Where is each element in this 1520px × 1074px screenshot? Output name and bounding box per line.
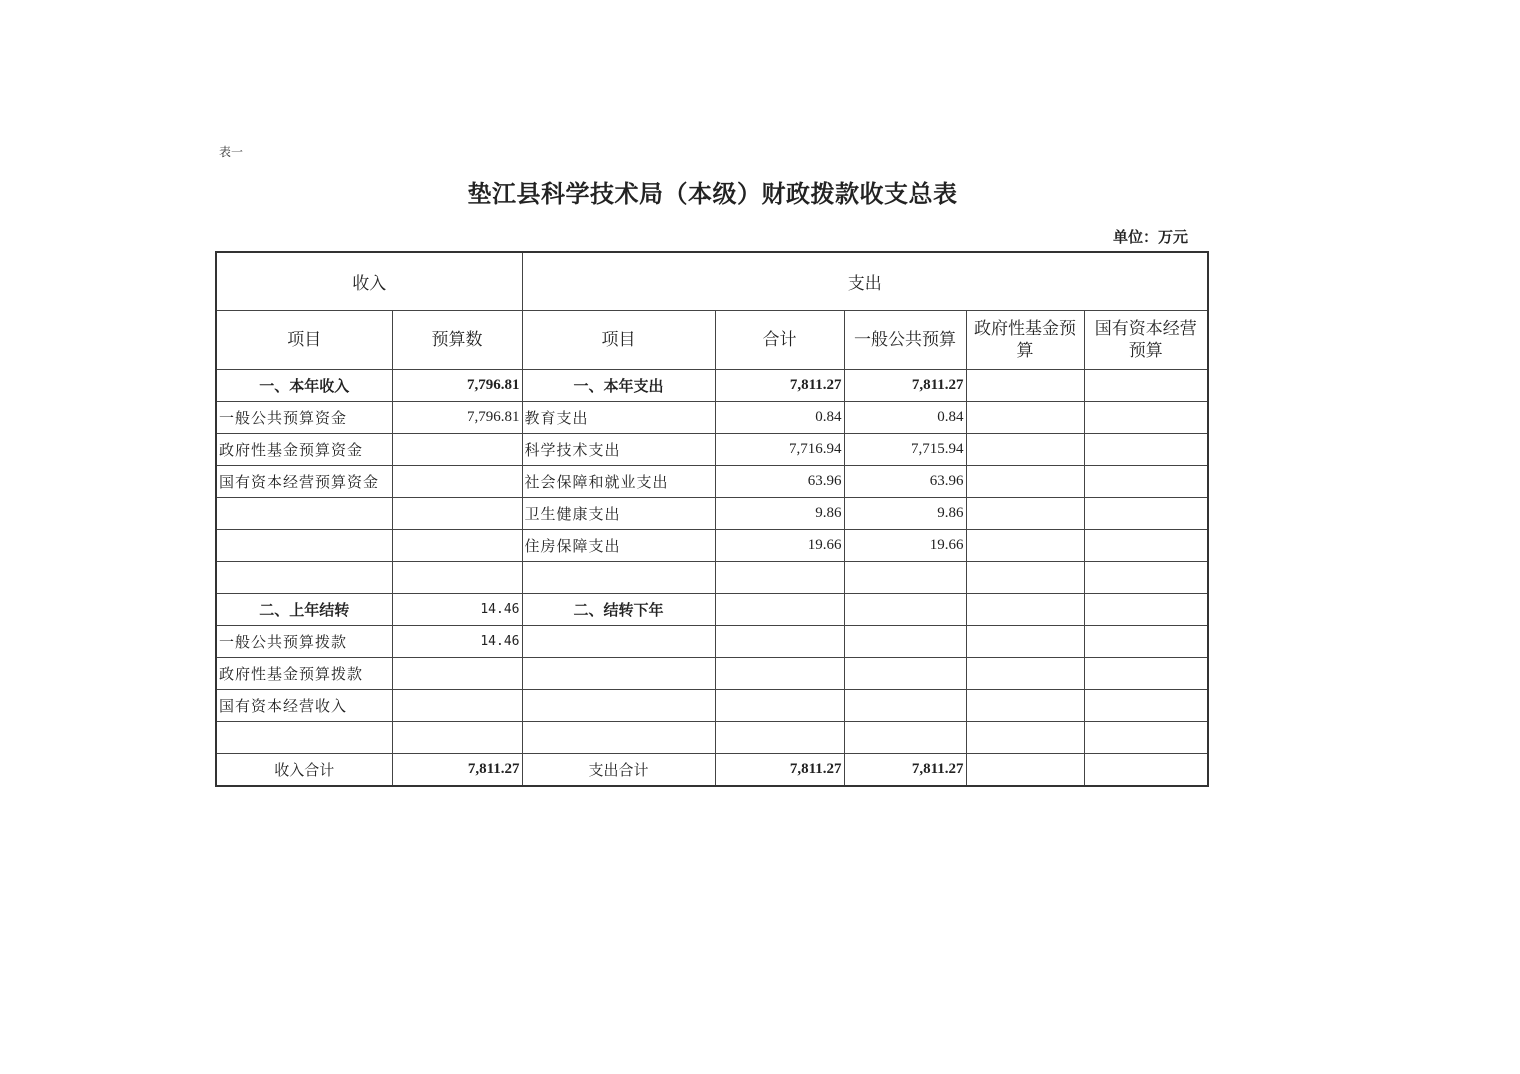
general-cell: 7,715.94: [844, 434, 966, 466]
fund-cell: [966, 370, 1084, 402]
total-cell: 0.84: [715, 402, 844, 434]
table-tag: 表一: [219, 145, 244, 159]
fund-cell: [966, 498, 1084, 530]
income-value-cell: [392, 722, 522, 754]
fund-cell: [966, 562, 1084, 594]
capital-cell: [1084, 402, 1208, 434]
fund-cell: [966, 658, 1084, 690]
table-row: [216, 370, 1208, 402]
table-row: [216, 498, 1208, 530]
income-item-cell: 政府性基金预算资金: [216, 434, 392, 466]
income-total-label: 收入合计: [216, 754, 392, 787]
income-value-cell: [392, 562, 522, 594]
expense-item-cell: 科学技术支出: [522, 434, 715, 466]
general-cell: 19.66: [844, 530, 966, 562]
expense-item-cell: 卫生健康支出: [522, 498, 715, 530]
table-row: [216, 690, 1208, 722]
income-value-cell: [392, 658, 522, 690]
total-cell: [715, 626, 844, 658]
page-title: 垫江县科学技术局（本级）财政拨款收支总表: [467, 179, 958, 208]
capital-cell: [1084, 370, 1208, 402]
col-header-income-item: 项目: [216, 311, 392, 370]
capital-cell: [1084, 562, 1208, 594]
general-cell: [844, 690, 966, 722]
expense-item-cell: 教育支出: [522, 402, 715, 434]
total-cell: [715, 722, 844, 754]
income-item-cell: [216, 498, 392, 530]
expense-total-label: 支出合计: [522, 754, 715, 787]
income-group-header: 收入: [216, 252, 522, 311]
col-header-expense-item: 项目: [522, 311, 715, 370]
income-item-cell: 政府性基金预算拨款: [216, 658, 392, 690]
general-cell: [844, 594, 966, 626]
capital-cell: [1084, 594, 1208, 626]
capital-cell: [1084, 690, 1208, 722]
table-row: [216, 466, 1208, 498]
general-cell: [844, 626, 966, 658]
expense-item-cell: 社会保障和就业支出: [522, 466, 715, 498]
expense-item-cell: [522, 658, 715, 690]
col-header-state-capital: 国有资本经营预算: [1084, 311, 1208, 370]
income-item-cell: 国有资本经营预算资金: [216, 466, 392, 498]
income-value-cell: [392, 498, 522, 530]
income-item-cell: [216, 530, 392, 562]
expense-item-cell: 住房保障支出: [522, 530, 715, 562]
general-cell: 0.84: [844, 402, 966, 434]
income-value-cell: [392, 690, 522, 722]
capital-cell: [1084, 466, 1208, 498]
capital-cell: [1084, 754, 1208, 787]
fund-cell: [966, 434, 1084, 466]
col-header-total: 合计: [715, 311, 844, 370]
capital-cell: [1084, 530, 1208, 562]
income-value-cell: [392, 530, 522, 562]
budget-summary-table: [215, 251, 1209, 787]
capital-cell: [1084, 498, 1208, 530]
expense-item-cell: [522, 690, 715, 722]
general-cell: 63.96: [844, 466, 966, 498]
income-item-cell: 一、本年收入: [216, 370, 392, 402]
total-cell: 9.86: [715, 498, 844, 530]
group-header-row: [216, 252, 1208, 311]
general-cell: 7,811.27: [844, 370, 966, 402]
expense-item-cell: [522, 562, 715, 594]
column-header-row: [216, 311, 1208, 370]
general-cell: [844, 562, 966, 594]
total-cell: 7,811.27: [715, 754, 844, 787]
table-row: [216, 530, 1208, 562]
total-cell: [715, 658, 844, 690]
expense-item-cell: 一、本年支出: [522, 370, 715, 402]
total-cell: [715, 594, 844, 626]
table-row: [216, 434, 1208, 466]
general-cell: [844, 722, 966, 754]
capital-cell: [1084, 722, 1208, 754]
income-item-cell: 一般公共预算拨款: [216, 626, 392, 658]
income-item-cell: 二、上年结转: [216, 594, 392, 626]
general-cell: 9.86: [844, 498, 966, 530]
col-header-income-budget: 预算数: [392, 311, 522, 370]
total-cell: 7,716.94: [715, 434, 844, 466]
fund-cell: [966, 722, 1084, 754]
fund-cell: [966, 690, 1084, 722]
fund-cell: [966, 402, 1084, 434]
table-row: [216, 402, 1208, 434]
total-cell: [715, 562, 844, 594]
capital-cell: [1084, 626, 1208, 658]
total-cell: 7,811.27: [715, 370, 844, 402]
income-value-cell: 7,796.81: [392, 402, 522, 434]
income-item-cell: 国有资本经营收入: [216, 690, 392, 722]
expense-group-header: 支出: [522, 252, 1208, 311]
capital-cell: [1084, 434, 1208, 466]
income-total-value: 7,811.27: [392, 754, 522, 787]
col-header-general-public: 一般公共预算: [844, 311, 966, 370]
general-cell: [844, 658, 966, 690]
income-value-cell: [392, 434, 522, 466]
capital-cell: [1084, 658, 1208, 690]
income-item-cell: [216, 562, 392, 594]
fund-cell: [966, 626, 1084, 658]
fund-cell: [966, 466, 1084, 498]
expense-item-cell: 二、结转下年: [522, 594, 715, 626]
expense-item-cell: [522, 626, 715, 658]
total-cell: 19.66: [715, 530, 844, 562]
general-cell: 7,811.27: [844, 754, 966, 787]
income-item-cell: [216, 722, 392, 754]
table-row: [216, 594, 1208, 626]
fund-cell: [966, 754, 1084, 787]
income-value-cell: [392, 466, 522, 498]
col-header-gov-fund: 政府性基金预算: [966, 311, 1084, 370]
table-row: [216, 562, 1208, 594]
total-cell: [715, 690, 844, 722]
table-row: [216, 626, 1208, 658]
table-row: [216, 658, 1208, 690]
unit-label: 单位：万元: [1112, 228, 1188, 246]
income-value-cell: 14.46: [392, 626, 522, 658]
income-value-cell: 14.46: [392, 594, 522, 626]
total-cell: 63.96: [715, 466, 844, 498]
fund-cell: [966, 594, 1084, 626]
totals-row: [216, 754, 1208, 787]
income-value-cell: 7,796.81: [392, 370, 522, 402]
expense-item-cell: [522, 722, 715, 754]
income-item-cell: 一般公共预算资金: [216, 402, 392, 434]
table-row: [216, 722, 1208, 754]
fund-cell: [966, 530, 1084, 562]
